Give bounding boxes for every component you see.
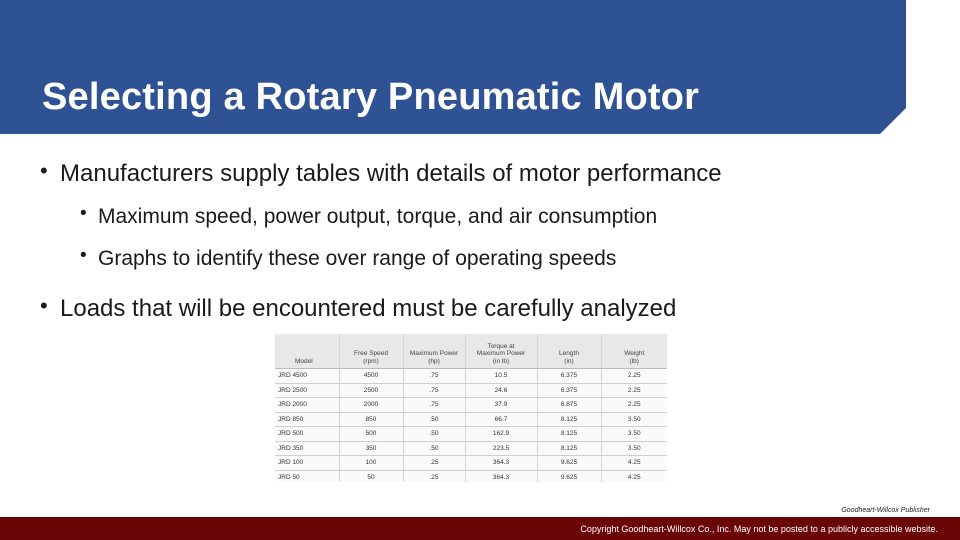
table-row <box>275 456 667 471</box>
table-cell: 850 <box>339 412 403 427</box>
table-cell: .50 <box>403 427 465 442</box>
model-cell: JRD 2500 <box>275 383 339 398</box>
column-header: Weight (lb) <box>601 334 667 369</box>
table-cell: 10.5 <box>465 369 537 384</box>
copyright-notice: Copyright Goodheart-Willcox Co., Inc. May not be posted to a publicly accessible website. <box>580 524 938 534</box>
motor-performance-table-image <box>275 334 667 482</box>
table-cell: 2000 <box>339 398 403 413</box>
model-cell: JRD 2000 <box>275 398 339 413</box>
model-cell: JRD 4500 <box>275 369 339 384</box>
table-cell: 2500 <box>339 383 403 398</box>
table-row <box>275 441 667 456</box>
table-cell: 162.9 <box>465 427 537 442</box>
table-cell: .25 <box>403 456 465 471</box>
footer-bar <box>0 517 960 540</box>
table-cell: .50 <box>403 441 465 456</box>
table-cell: 500 <box>339 427 403 442</box>
table-cell: 6.375 <box>537 369 601 384</box>
sub-bullet-maximum-speed <box>80 205 657 229</box>
column-header: Free Speed (rpm) <box>339 334 403 369</box>
column-header: Length (in) <box>537 334 601 369</box>
table-row <box>275 412 667 427</box>
table-cell: 9.625 <box>537 470 601 482</box>
table-cell: 8.125 <box>537 412 601 427</box>
table-cell: 24.6 <box>465 383 537 398</box>
bullet-text: Maximum speed, power output, torque, and air consumption <box>98 205 658 228</box>
bullet-text: Manufacturers supply tables with details of motor performance <box>60 160 722 187</box>
table-cell: 50 <box>339 470 403 482</box>
column-header: Model <box>275 334 339 369</box>
bullet-dot-icon: • <box>40 158 48 183</box>
table-row <box>275 470 667 482</box>
column-header: Maximum Power (hp) <box>403 334 465 369</box>
bullet-text: Graphs to identify these over range of operating speeds <box>98 247 617 270</box>
table-cell: 364.3 <box>465 456 537 471</box>
table-cell: 8.125 <box>537 427 601 442</box>
table-cell: 6.375 <box>537 383 601 398</box>
publisher-credit: Goodheart-Willcox Publisher <box>841 507 930 514</box>
table-row <box>275 369 667 384</box>
table-cell: 350 <box>339 441 403 456</box>
table-cell: 4.25 <box>601 456 667 471</box>
column-header: Torque at Maximum Power (in lb) <box>465 334 537 369</box>
motor-performance-table <box>275 334 667 482</box>
bullet-manufacturers <box>40 160 722 188</box>
table-cell: 6.875 <box>537 398 601 413</box>
bullet-dot-icon: • <box>40 293 48 318</box>
table-cell: 4.25 <box>601 470 667 482</box>
table-cell: 100 <box>339 456 403 471</box>
table-cell: 4500 <box>339 369 403 384</box>
model-cell: JRD 500 <box>275 427 339 442</box>
table-cell: 9.625 <box>537 456 601 471</box>
table-header-row <box>275 334 667 369</box>
table-cell: 3.50 <box>601 441 667 456</box>
table-cell: .75 <box>403 369 465 384</box>
slide-title: Selecting a Rotary Pneumatic Motor <box>42 76 700 118</box>
table-cell: .75 <box>403 383 465 398</box>
bullet-dot-icon: • <box>80 203 87 224</box>
table-cell: 223.5 <box>465 441 537 456</box>
table-row <box>275 427 667 442</box>
table-cell: 2.25 <box>601 398 667 413</box>
table-cell: 3.50 <box>601 412 667 427</box>
table-cell: 364.3 <box>465 470 537 482</box>
model-cell: JRD 350 <box>275 441 339 456</box>
table-cell: .50 <box>403 412 465 427</box>
table-row <box>275 383 667 398</box>
table-cell: 8.125 <box>537 441 601 456</box>
table-cell: 2.25 <box>601 383 667 398</box>
table-cell: .75 <box>403 398 465 413</box>
model-cell: JRD 100 <box>275 456 339 471</box>
bullet-loads <box>40 295 676 323</box>
model-cell: JRD 50 <box>275 470 339 482</box>
model-cell: JRD 850 <box>275 412 339 427</box>
table-cell: 3.50 <box>601 427 667 442</box>
sub-bullet-graphs <box>80 247 616 271</box>
table-cell: 2.25 <box>601 369 667 384</box>
bullet-dot-icon: • <box>80 245 87 266</box>
table-cell: 37.9 <box>465 398 537 413</box>
table-cell: .25 <box>403 470 465 482</box>
bullet-text: Loads that will be encountered must be carefully analyzed <box>60 295 677 322</box>
table-row <box>275 398 667 413</box>
table-cell: 66.7 <box>465 412 537 427</box>
